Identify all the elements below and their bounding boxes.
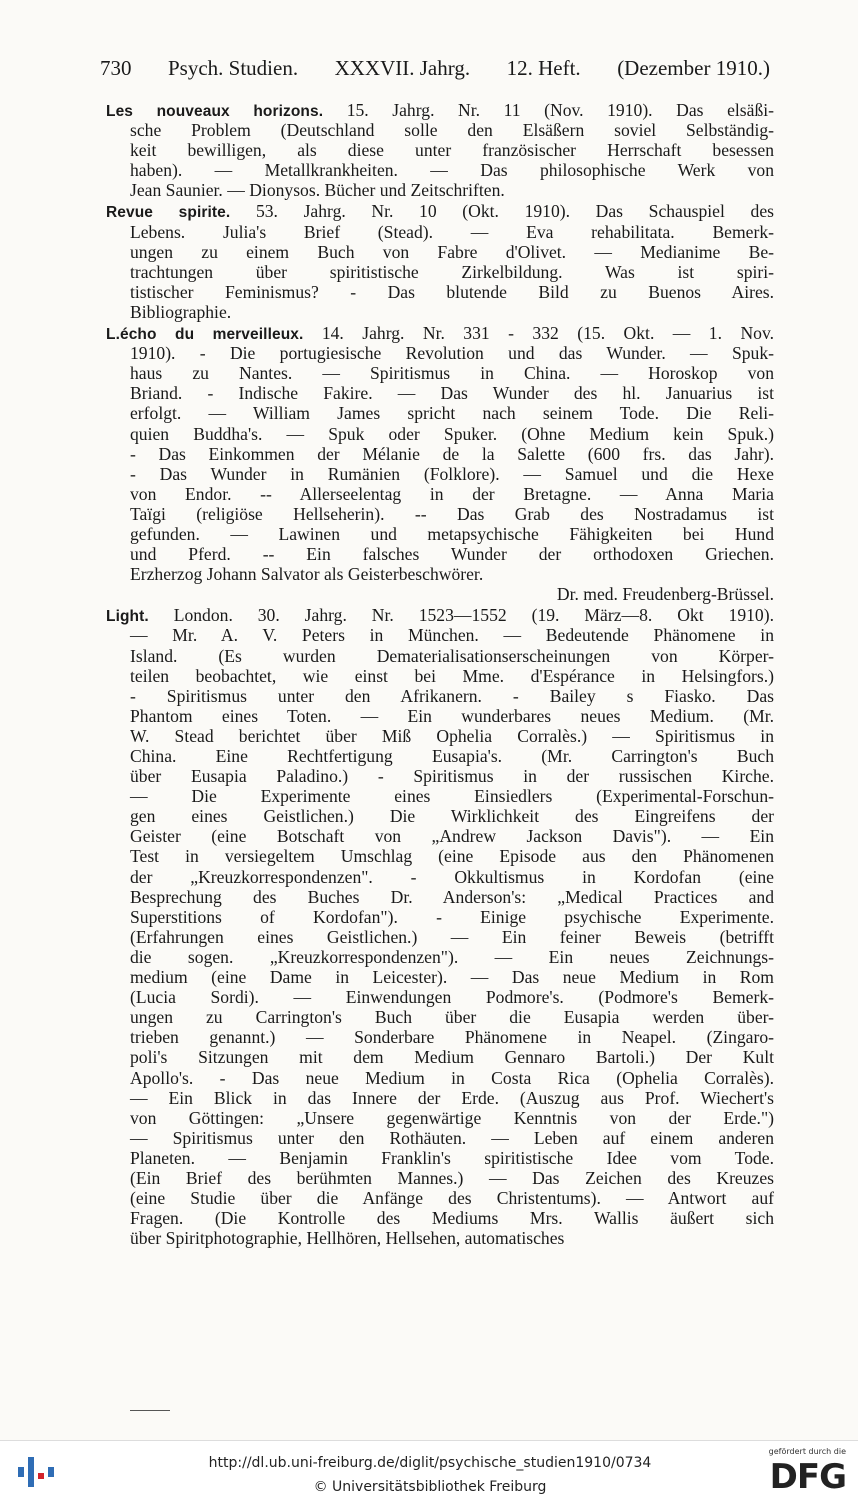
entry-line: die sogen. „Kreuzkorrespondenzen"). — Ein neues Zeichnungs- (130, 946, 774, 967)
entry-line: sche Problem (Deutschland solle den Elsäßern soviel Selbständig- (130, 120, 774, 141)
entry-line: und Pferd. -- Ein falsches Wunder der orthodoxen Griechen. (130, 544, 774, 565)
dfg-caption: gefördert durch die (768, 1447, 846, 1456)
entry-line: W. Stead berichtet über Miß Ophelia Corralès.) — Spiritismus in (130, 725, 774, 746)
journal-title: L.écho du merveilleux. (106, 326, 304, 344)
header-issue: 12. Heft. (506, 56, 581, 80)
header-journal: Psych. Studien. (168, 56, 299, 80)
entry-line: haus zu Nantes. — Spiritismus in China. — Horoskop von (130, 363, 774, 384)
entry-line: erfolgt. — William James spricht nach seinem Tode. Die Reli- (130, 403, 774, 424)
entry-line: — Die Experimente eines Einsiedlers (Experimental-Forschun- (130, 786, 774, 807)
entry-line: Briand. - Indische Fakire. — Das Wunder des hl. Januarius ist (130, 383, 774, 404)
entry-line: China. Eine Rechtfertigung Eusapia's. (Mr. Carrington's Buch (130, 746, 774, 766)
entry-line: über Spiritphotographie, Hellhören, Hellsehen, automatisches (130, 1228, 565, 1249)
entry-line: (eine Studie über die Anfänge des Christentums). — Antwort auf (130, 1188, 774, 1209)
entry-line: der „Kreuzkorrespondenzen". - Okkultismus in Kordofan (eine (130, 866, 774, 887)
entry-line: Superstitions of Kordofan"). - Einige psychische Experimente. (130, 906, 774, 927)
entry-line: - Das Wunder in Rumänien (Folklore). — Samuel und die Hexe (130, 463, 774, 484)
entry-line: Taïgi (religiöse Hellseherin). -- Das Grab des Nostradamus ist (130, 503, 774, 524)
entry-first-line (106, 605, 774, 625)
entry-first-line (106, 201, 774, 221)
entry-line: ungen zu Carrington's Buch über die Eusapia werden über- (130, 1007, 774, 1028)
entry-line: von Göttingen: „Unsere gegenwärtige Kenntnis von der Erde.") (130, 1107, 774, 1128)
entry-line: gen eines Geistlichen.) Die Wirklichkeit des Eingreifens der (130, 806, 774, 827)
entry-line: ungen zu einem Buch von Fabre d'Olivet. — Medianime Be- (130, 241, 774, 262)
review-entry (106, 100, 774, 200)
entry-line: Bibliographie. (130, 301, 232, 322)
entry-line: quien Buddha's. — Spuk oder Spuker. (Ohne Medium kein Spuk.) (130, 423, 774, 444)
entry-line: 1910). - Die portugiesische Revolution und das Wunder. — Spuk- (130, 343, 774, 364)
footer-bar (0, 1440, 858, 1503)
header-date: (Dezember 1910.) (617, 56, 770, 80)
copyright-text: © Universitätsbibliothek Freiburg (313, 1479, 547, 1495)
entry-line: — Spiritismus unter den Rothäuten. — Leben auf einem anderen (130, 1127, 774, 1148)
entry-line: Apollo's. - Das neue Medium in Costa Rica (Ophelia Corralès). (130, 1067, 774, 1088)
dfg-logo: DFG (769, 1457, 846, 1497)
entry-line: (Lucia Sordi). — Einwendungen Podmore's. (Podmore's Bemerk- (130, 987, 774, 1008)
entry-line: Phantom eines Toten. — Ein wunderbares neues Medium. (Mr. (130, 705, 774, 726)
ub-freiburg-logo-icon (18, 1453, 54, 1489)
running-header (100, 56, 770, 81)
entry-line: haben). — Metallkrankheiten. — Das philosophische Werk von (130, 160, 774, 181)
review-entry (106, 605, 774, 1248)
entry-line: teilen beobachtet, wie einst bei Mme. d'Espérance in Helsingfors.) (130, 665, 774, 686)
end-rule (130, 1410, 170, 1411)
journal-title: Revue spirite. (106, 204, 231, 222)
entry-line: Besprechung des Buches Dr. Anderson's: „Medical Practices and (130, 886, 774, 907)
entry-line: gefunden. — Lawinen und metapsychische Fähigkeiten bei Hund (130, 523, 774, 544)
entry-text: 14. Jahrg. Nr. 331 - 332 (15. Okt. — 1. Nov. (303, 323, 774, 344)
entry-line: Island. (Es wurden Dematerialisationserscheinungen von Körper- (130, 645, 774, 666)
review-entry (106, 201, 774, 322)
entry-line: — Ein Blick in das Innere der Erde. (Auszug aus Prof. Wiechert's (130, 1087, 774, 1108)
entry-line: tistischer Feminismus? - Das blutende Bild zu Buenos Aires. (130, 281, 774, 302)
entry-line: (Erfahrungen eines Geistlichen.) — Ein feiner Beweis (betrifft (130, 926, 774, 947)
page-number: 730 (100, 56, 132, 80)
entry-line: - Spiritismus unter den Afrikanern. - Bailey s Fiasko. Das (130, 685, 774, 706)
entry-text: London. 30. Jahrg. Nr. 1523—1552 (19. März—8. Okt 1910). (148, 605, 774, 626)
entry-line: keit bewilligen, als diese unter französischer Herrschaft besessen (130, 140, 774, 161)
review-listing (106, 100, 774, 1249)
entry-first-line (106, 323, 774, 343)
entry-line: Geister (eine Botschaft von „Andrew Jackson Davis"). — Ein (130, 826, 774, 847)
entry-line: Jean Saunier. — Dionysos. Bücher und Zeitschriften. (130, 180, 505, 201)
review-entry (106, 323, 774, 604)
header-volume: XXXVII. Jahrg. (334, 56, 471, 80)
entry-line: Planeten. — Benjamin Franklin's spiritistische Idee vom Tode. (130, 1147, 774, 1168)
entry-first-line (106, 100, 774, 120)
entry-line: Lebens. Julia's Brief (Stead). — Eva rehabilitata. Bemerk- (130, 221, 774, 242)
entry-text: 53. Jahrg. Nr. 10 (Okt. 1910). Das Schauspiel des (230, 201, 774, 222)
entry-text: 15. Jahrg. Nr. 11 (Nov. 1910). Das elsäßi- (323, 100, 774, 120)
source-url-link[interactable]: http://dl.ub.uni-freiburg.de/diglit/psychische_studien1910/0734 (208, 1455, 652, 1471)
journal-title: Light. (106, 608, 149, 626)
entry-line: trachtungen über spiritistische Zirkelbildung. Was ist spiri- (130, 261, 774, 282)
entry-line: medium (eine Dame in Leicester). — Das neue Medium in Rom (130, 967, 774, 988)
reviewer-signature: Dr. med. Freudenberg-Brüssel. (556, 584, 774, 605)
entry-line: - Das Einkommen der Mélanie de la Salette (600 frs. das Jahr). (130, 443, 774, 464)
entry-line: Fragen. (Die Kontrolle des Mediums Mrs. Wallis äußert sich (130, 1208, 774, 1229)
journal-title: Les nouveaux horizons. (106, 103, 324, 120)
entry-line: poli's Sitzungen mit dem Medium Gennaro Bartoli.) Der Kult (130, 1047, 774, 1068)
entry-line: Test in versiegeltem Umschlag (eine Episode aus den Phänomenen (130, 846, 774, 867)
entry-line: von Endor. -- Allerseelentag in der Bretagne. — Anna Maria (130, 483, 774, 504)
entry-line: über Eusapia Paladino.) - Spiritismus in der russischen Kirche. (130, 766, 774, 787)
entry-line: Erzherzog Johann Salvator als Geisterbeschwörer. (130, 564, 484, 585)
entry-line: — Mr. A. V. Peters in München. — Bedeutende Phänomene in (130, 625, 774, 646)
entry-line: trieben genannt.) — Sonderbare Phänomene in Neapel. (Zingaro- (130, 1027, 774, 1048)
entry-line: (Ein Brief des berühmten Mannes.) — Das Zeichen des Kreuzes (130, 1167, 774, 1188)
